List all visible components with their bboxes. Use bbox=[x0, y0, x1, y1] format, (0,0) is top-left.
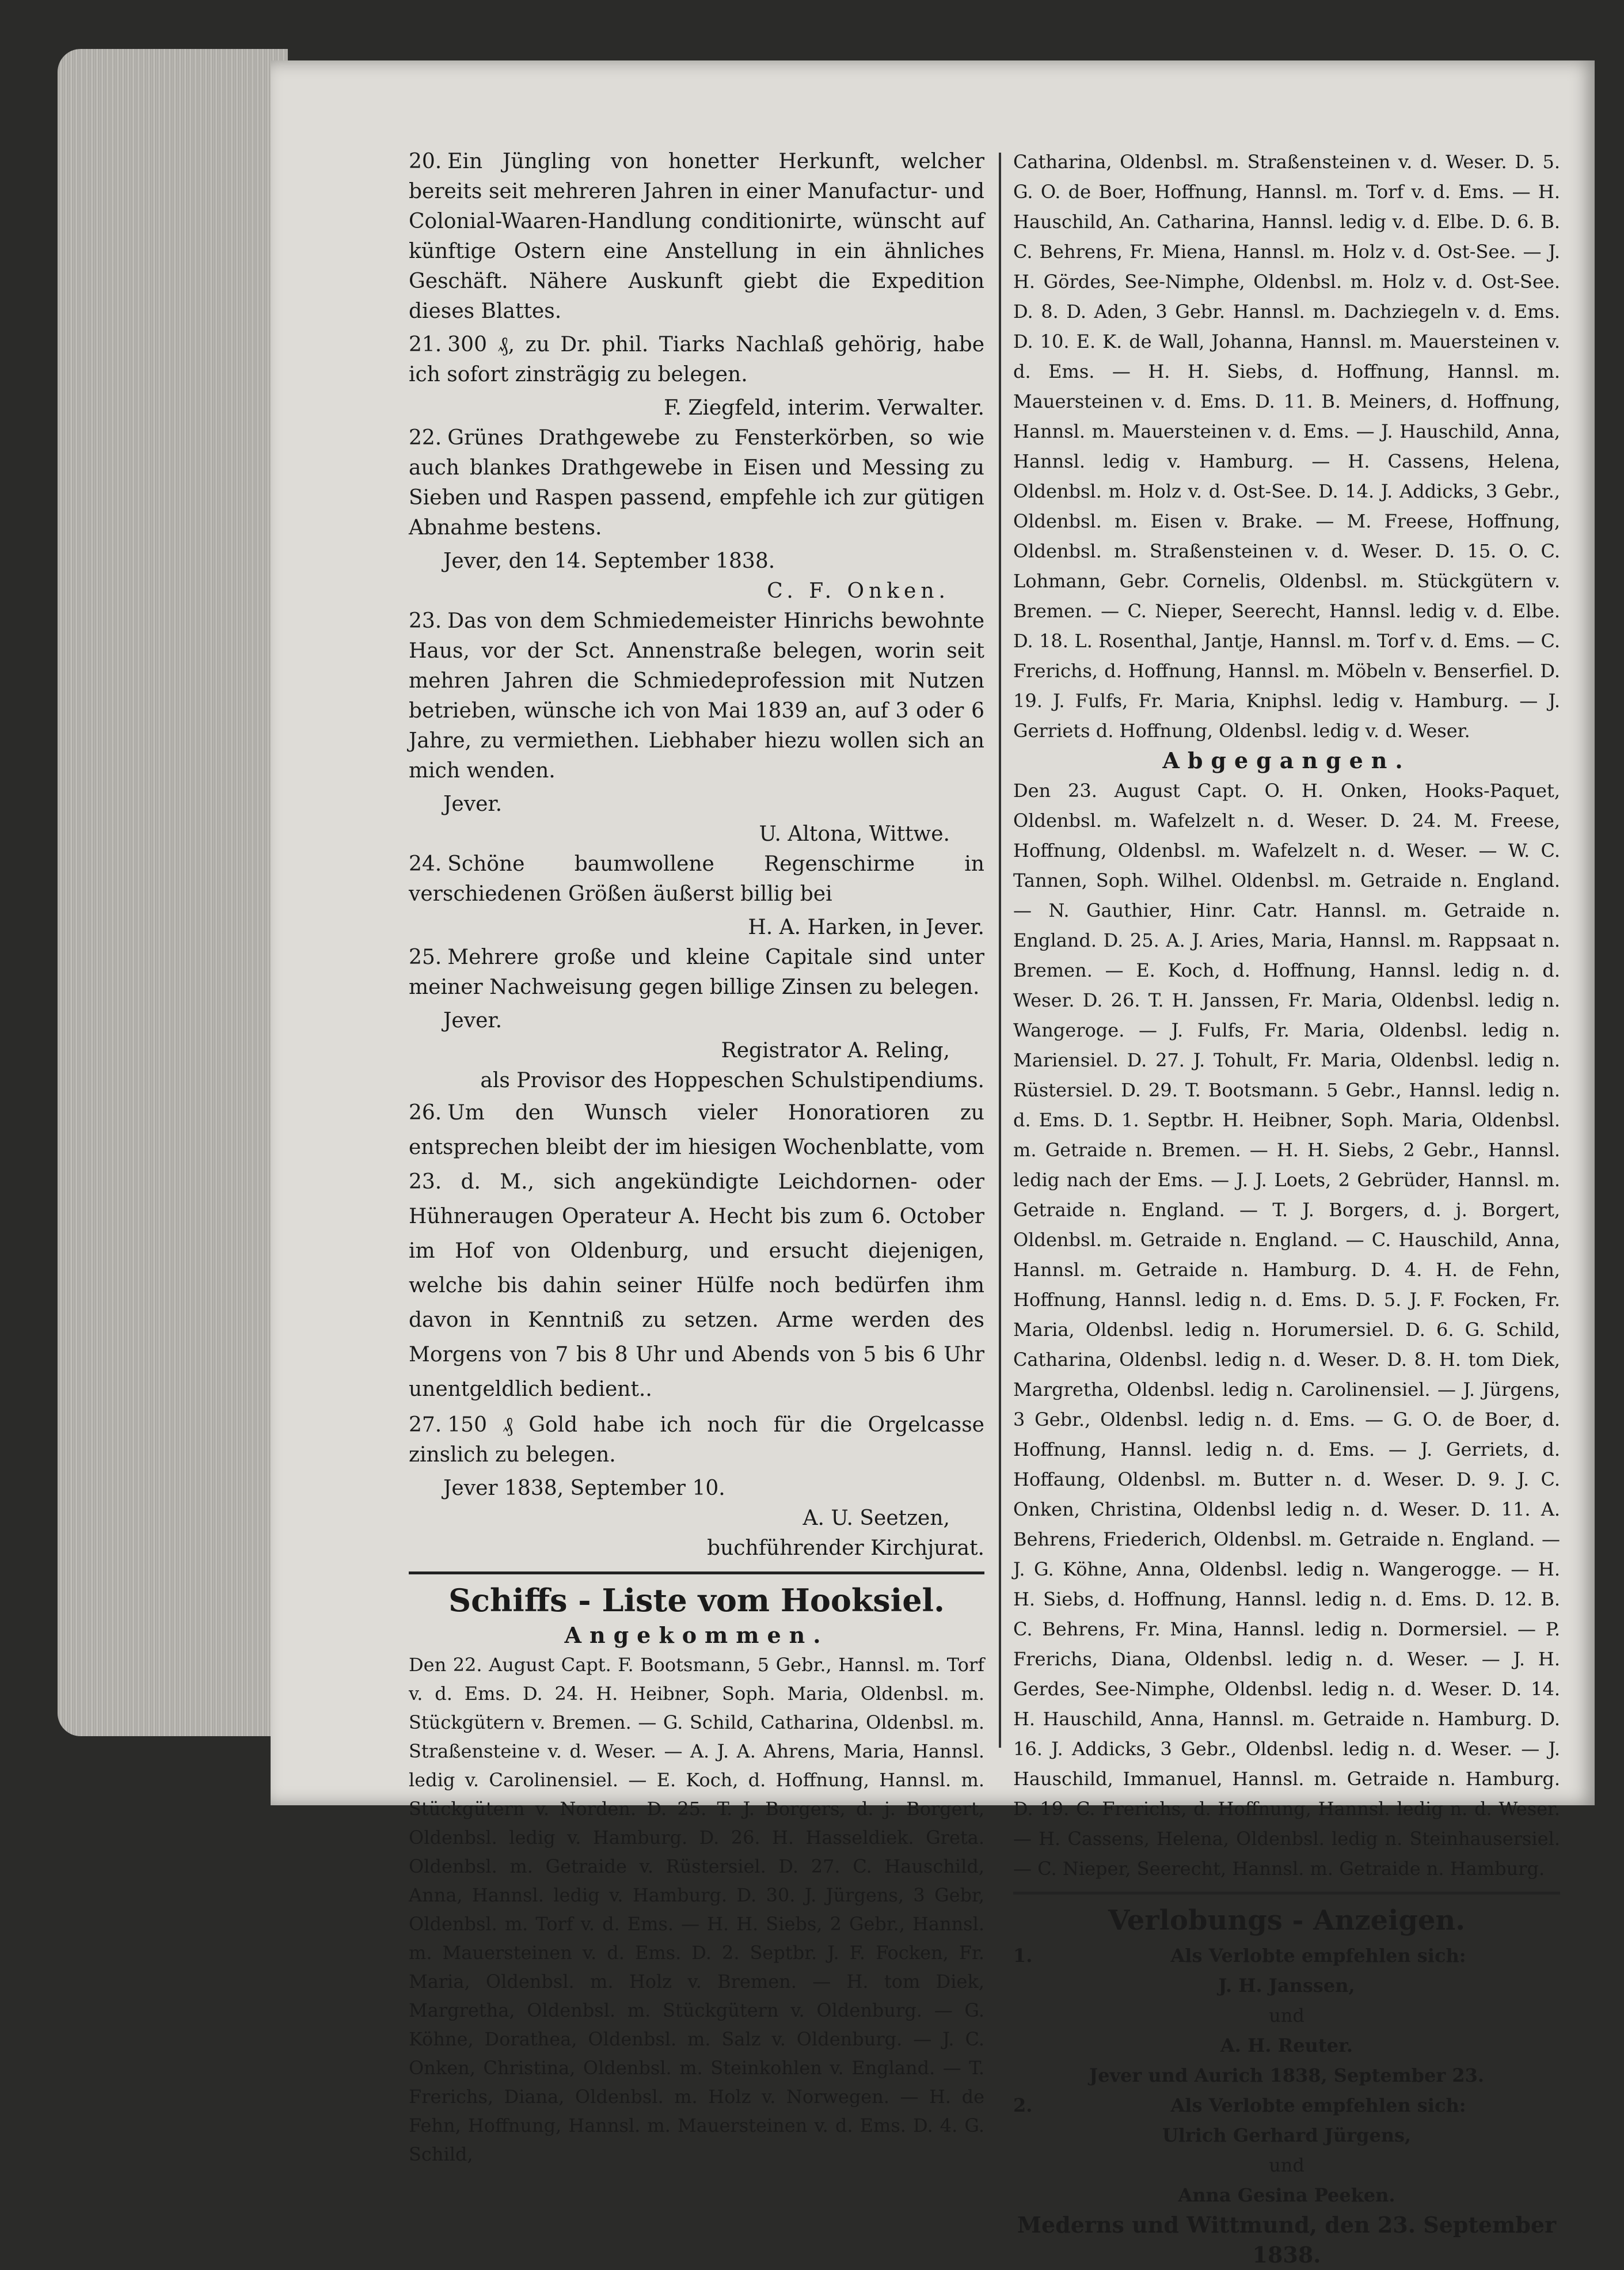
engagement-name: Ulrich Gerhard Jürgens, bbox=[1162, 2124, 1412, 2146]
ad-signature: C. F. Onken. bbox=[767, 579, 950, 603]
ad-place: Jever. bbox=[443, 1009, 503, 1032]
engagement-und: und bbox=[1269, 2154, 1304, 2176]
ad-20 bbox=[409, 147, 984, 327]
engagement-name: A. H. Reuter. bbox=[1220, 2034, 1353, 2056]
newspaper-page bbox=[271, 60, 1595, 2268]
ad-number: 22. bbox=[409, 426, 442, 450]
ad-signature: Registrator A. Reling, bbox=[721, 1039, 950, 1062]
ad-text: Das von dem Schmiedemeister Hinrichs bewohnte Haus, vor der Sct. Annenstraße belegen, worin seit mehren Jahren die Schmiedeprofession mit Nutzen betrieben, wünsche ich von Mai 1839 an, auf 3 oder 6 Jahre, zu vermiethen. Liebhaber hiezu wollen sich an mich wenden. bbox=[409, 609, 984, 783]
engagement-und: und bbox=[1269, 2005, 1304, 2026]
departed-heading: Abgegangen. bbox=[1162, 747, 1411, 773]
ad-signature-title: als Provisor des Hoppeschen Schulstipendiums. bbox=[480, 1069, 984, 1092]
left-column bbox=[409, 147, 984, 2169]
ad-text: Ein Jüngling von honetter Herkunft, welcher bereits seit mehreren Jahren in einer Manufactur- und Colonial-Waaren-Handlung conditionirte, wünscht auf künftige Ostern eine Anstellung in ein ähnliches Geschäft. Nähere Auskunft giebt die Expedition dieses Blattes. bbox=[409, 150, 984, 323]
engagement-header bbox=[1013, 1941, 1560, 1971]
ad-number: 24. bbox=[409, 852, 442, 876]
ad-text: 300 ₰, zu Dr. phil. Tiarks Nachlaß gehörig, habe ich sofort zinsträgig zu belegen. bbox=[409, 333, 984, 386]
ad-text: Mehrere große und kleine Capitale sind unter meiner Nachweisung gegen billige Zinsen zu belegen. bbox=[409, 946, 984, 999]
engagement-name: Anna Gesina Peeken. bbox=[1178, 2184, 1395, 2206]
ad-place: Jever, den 14. September 1838. bbox=[443, 549, 775, 573]
ad-signature: U. Altona, Wittwe. bbox=[759, 822, 950, 846]
ad-number: 21. bbox=[409, 333, 442, 356]
engagement-name: J. H. Janssen, bbox=[1218, 1975, 1355, 1996]
engagement-intro: Als Verlobte empfehlen sich: bbox=[1170, 1945, 1466, 1967]
book-page-edges bbox=[58, 49, 288, 1736]
right-column bbox=[1013, 147, 1560, 2270]
ad-number: 23. bbox=[409, 609, 442, 633]
ad-number: 25. bbox=[409, 946, 442, 969]
ad-signature-title: buchführender Kirchjurat. bbox=[707, 1536, 984, 1560]
ad-signature: F. Ziegfeld, interim. Verwalter. bbox=[664, 396, 984, 420]
engagements-title: Verlobungs - Anzeigen. bbox=[1108, 1904, 1466, 1937]
arrived-list-continued: Catharina, Oldenbsl. m. Straßensteinen v. d. Weser. D. 5. G. O. de Boer, Hoffnung, Hannsl. m. Torf v. d. Ems. — H. Hauschild, An. Catharina, Hannsl. ledig v. d. Elbe. D. 6. B. C. Behrens, Fr. Miena, Hannsl. m. Holz v. d. Ost-See. — J. H. Gördes, See-Nimphe, Oldenbsl. m. Holz v. d. Ost-See. D. 8. D. Aden, 3 Gebr. Hannsl. m. Dachziegeln v. d. Ems. D. 10. E. K. de Wall, Johanna, Hannsl. m. Mauersteinen v. d. Ems. — H. H. Siebs, d. Hoffnung, Hannsl. m. Mauersteinen v. d. Ems. D. 11. B. Meiners, d. Hoffnung, Hannsl. m. Mauersteinen v. d. Ems. — J. Hauschild, Anna, Hannsl. ledig v. Hamburg. — H. Cassens, Helena, Oldenbsl. m. Holz v. d. Ost-See. D. 14. J. Addicks, 3 Gebr., Oldenbsl. m. Eisen v. Brake. — M. Freese, Hoffnung, Oldenbsl. m. Straßensteinen v. d. Weser. D. 15. O. C. Lohmann, Gebr. Cornelis, Oldenbsl. m. Stückgütern v. Bremen. — C. Nieper, Seerecht, Hannsl. ledig v. d. Elbe. D. 18. L. Rosenthal, Jantje, Hannsl. m. Torf v. d. Ems. — C. Frerichs, d. Hoffnung, Hannsl. m. Möbeln v. Benserfiel. D. 19. J. Fulfs, Fr. Maria, Kniphsl. ledig v. Hamburg. — J. Gerriets d. Hoffnung, Oldenbsl. ledig v. d. Weser. bbox=[1013, 151, 1560, 742]
column-divider bbox=[999, 153, 1001, 1748]
ad-22 bbox=[409, 423, 984, 543]
ad-place: Jever. bbox=[443, 792, 503, 816]
engagement-place: Mederns und Wittmund, den 23. September 1838. bbox=[1017, 2212, 1557, 2268]
ad-text: Schöne baumwollene Regenschirme in verschiedenen Größen äußerst billig bei bbox=[409, 852, 984, 906]
ad-23 bbox=[409, 606, 984, 786]
ad-text: Grünes Drathgewebe zu Fensterkörben, so wie auch blankes Drathgewebe in Eisen und Messing zu Sieben und Raspen passend, empfehle ich zur gütigen Abnahme bestens. bbox=[409, 426, 984, 540]
arrived-list: Den 22. August Capt. F. Bootsmann, 5 Gebr., Hannsl. m. Torf v. d. Ems. D. 24. H. Heibner, Soph. Maria, Oldenbsl. m. Stückgütern v. Bremen. — G. Schild, Catharina, Oldenbsl. m. Straßensteine v. d. Weser. — A. J. A. Ahrens, Maria, Hannsl. ledig v. Carolinensiel. — E. Koch, d. Hoffnung, Hannsl. m. Stückgütern v. Norden. D. 25. T. J. Borgers, d. j. Borgert, Oldenbsl. ledig v. Hamburg. D. 26. H. Hasseldiek. Greta. Oldenbsl. m. Getraide v. Rüstersiel. D. 27. C. Hauschild, Anna, Hannsl. ledig v. Hamburg. D. 30. J. Jürgens, 3 Gebr, Oldenbsl. m. Torf v. d. Ems. — H. H. Siebs, 2 Gebr., Hannsl. m. Mauersteinen v. d. Ems. D. 2. Septbr. J. F. Focken, Fr. Maria, Oldenbsl. m. Holz v. Bremen. — H. tom Diek, Margretha, Oldenbsl. m. Stückgütern v. Oldenburg. — G. Köhne, Dorathea, Oldenbsl. m. Salz v. Oldenburg. — J. C. Onken, Christina, Oldenbsl. m. Steinkohlen v. England. — T. Frerichs, Diana, Oldenbsl. m. Holz v. Norwegen. — H. de Fehn, Hoffnung, Hannsl. m. Mauersteinen v. d. Ems. D. 4. G. Schild, bbox=[409, 1654, 984, 2165]
section-rule bbox=[409, 1571, 984, 1574]
engagement-place: Jever und Aurich 1838, September 23. bbox=[1089, 2064, 1485, 2086]
ad-24 bbox=[409, 849, 984, 909]
ad-26 bbox=[409, 1096, 984, 1407]
ad-21 bbox=[409, 330, 984, 390]
departed-list: Den 23. August Capt. O. H. Onken, Hooks-Paquet, Oldenbsl. m. Wafelzelt n. d. Weser. D. 24. M. Freese, Hoffnung, Oldenbsl. m. Wafelzelt n. d. Weser. — W. C. Tannen, Soph. Wilhel. Oldenbsl. m. Getraide n. England. — N. Gauthier, Hinr. Catr. Hannsl. m. Getraide n. England. D. 25. A. J. Aries, Maria, Hannsl. m. Rappsaat n. Bremen. — E. Koch, d. Hoffnung, Hannsl. ledig n. d. Weser. D. 26. T. H. Janssen, Fr. Maria, Oldenbsl. ledig n. Wangeroge. — J. Fulfs, Fr. Maria, Oldenbsl. ledig n. Mariensiel. D. 27. J. Tohult, Fr. Maria, Oldenbsl. ledig n. Rüstersiel. D. 29. T. Bootsmann. 5 Gebr., Hannsl. ledig n. d. Ems. D. 1. Septbr. H. Heibner, Soph. Maria, Oldenbsl. m. Getraide n. Bremen. — H. H. Siebs, 2 Gebr., Hannsl. ledig nach der Ems. — J. J. Loets, 2 Gebrüder, Hannsl. m. Getraide n. England. — T. J. Borgers, d. j. Borgert, Oldenbsl. m. Getraide n. England. — C. Hauschild, Anna, Hannsl. m. Getraide n. Hamburg. D. 4. H. de Fehn, Hoffnung, Hannsl. ledig n. d. Ems. D. 5. J. F. Focken, Fr. Maria, Oldenbsl. ledig n. Horumersiel. D. 6. G. Schild, Catharina, Oldenbsl. ledig n. d. Weser. D. 8. H. tom Diek, Margretha, Oldenbsl. ledig n. Carolinensiel. — J. Jürgens, 3 Gebr., Oldenbsl. ledig n. d. Ems. — G. O. de Boer, d. Hoffnung, Hannsl. ledig n. d. Ems. — J. Gerriets, d. Hoffaung, Oldenbsl. m. Butter n. d. Weser. D. 9. J. C. Onken, Christina, Oldenbsl ledig n. d. Weser. D. 11. A. Behrens, Friederich, Oldenbsl. m. Getraide n. England. — J. G. Köhne, Anna, Oldenbsl. ledig n. Wangerogge. — H. H. Siebs, d. Hoffnung, Hannsl. ledig n. d. Ems. D. 12. B. C. Behrens, Fr. Mina, Hannsl. ledig n. Dormersiel. — P. Frerichs, Diana, Oldenbsl. ledig n. d. Weser. — J. H. Gerdes, See-Nimphe, Oldenbsl. ledig n. d. Weser. D. 14. H. Hauschild, Anna, Hannsl. m. Getraide n. Hamburg. D. 16. J. Addicks, 3 Gebr., Oldenbsl. ledig n. d. Weser. — J. Hauschild, Immanuel, Hannsl. m. Getraide n. Hamburg. D. 19. C. Frerichs, d. Hoffnung, Hannsl. ledig n. d. Weser. — H. Cassens, Helena, Oldenbsl. ledig n. Steinhausersiel. — C. Nieper, Seerecht, Hannsl. m. Getraide n. Hamburg. bbox=[1013, 780, 1560, 1880]
ad-number: 20. bbox=[409, 150, 442, 173]
ad-text: 150 ₰ Gold habe ich noch für die Orgelcasse zinslich zu belegen. bbox=[409, 1413, 984, 1467]
ship-list-title: Schiffs - Liste vom Hooksiel. bbox=[448, 1582, 945, 1619]
arrived-heading: Angekommen. bbox=[564, 1622, 829, 1648]
ad-text: Um den Wunsch vieler Honoratioren zu entsprechen bleibt der im hiesigen Wochenblatte, vom 23. d. M., sich angekündigte Leichdornen- oder Hühneraugen Operateur A. Hecht bis zum 6. October im Hof von Oldenburg, und ersucht diejenigen, welche bis dahin seiner Hülfe noch bedürfen ihm davon in Kenntniß zu setzen. Arme werden des Morgens von 7 bis 8 Uhr und Abends von 5 bis 6 Uhr unentgeldlich bedient.. bbox=[409, 1101, 984, 1401]
engagement-header bbox=[1013, 2090, 1560, 2120]
ad-signature: A. U. Seetzen, bbox=[803, 1506, 950, 1530]
engagement-2 bbox=[1013, 2090, 1560, 2270]
ad-25 bbox=[409, 943, 984, 1003]
engagement-number: 1. bbox=[1013, 1945, 1033, 1967]
section-rule bbox=[1013, 1892, 1560, 1895]
engagement-number: 2. bbox=[1013, 2094, 1033, 2116]
ad-number: 26. bbox=[409, 1101, 442, 1125]
ad-number: 27. bbox=[409, 1413, 442, 1437]
engagement-intro: Als Verlobte empfehlen sich: bbox=[1170, 2094, 1466, 2116]
ad-signature: H. A. Harken, in Jever. bbox=[748, 916, 984, 939]
engagement-1 bbox=[1013, 1941, 1560, 2090]
ad-27 bbox=[409, 1410, 984, 1470]
ad-place: Jever 1838, September 10. bbox=[443, 1476, 725, 1500]
